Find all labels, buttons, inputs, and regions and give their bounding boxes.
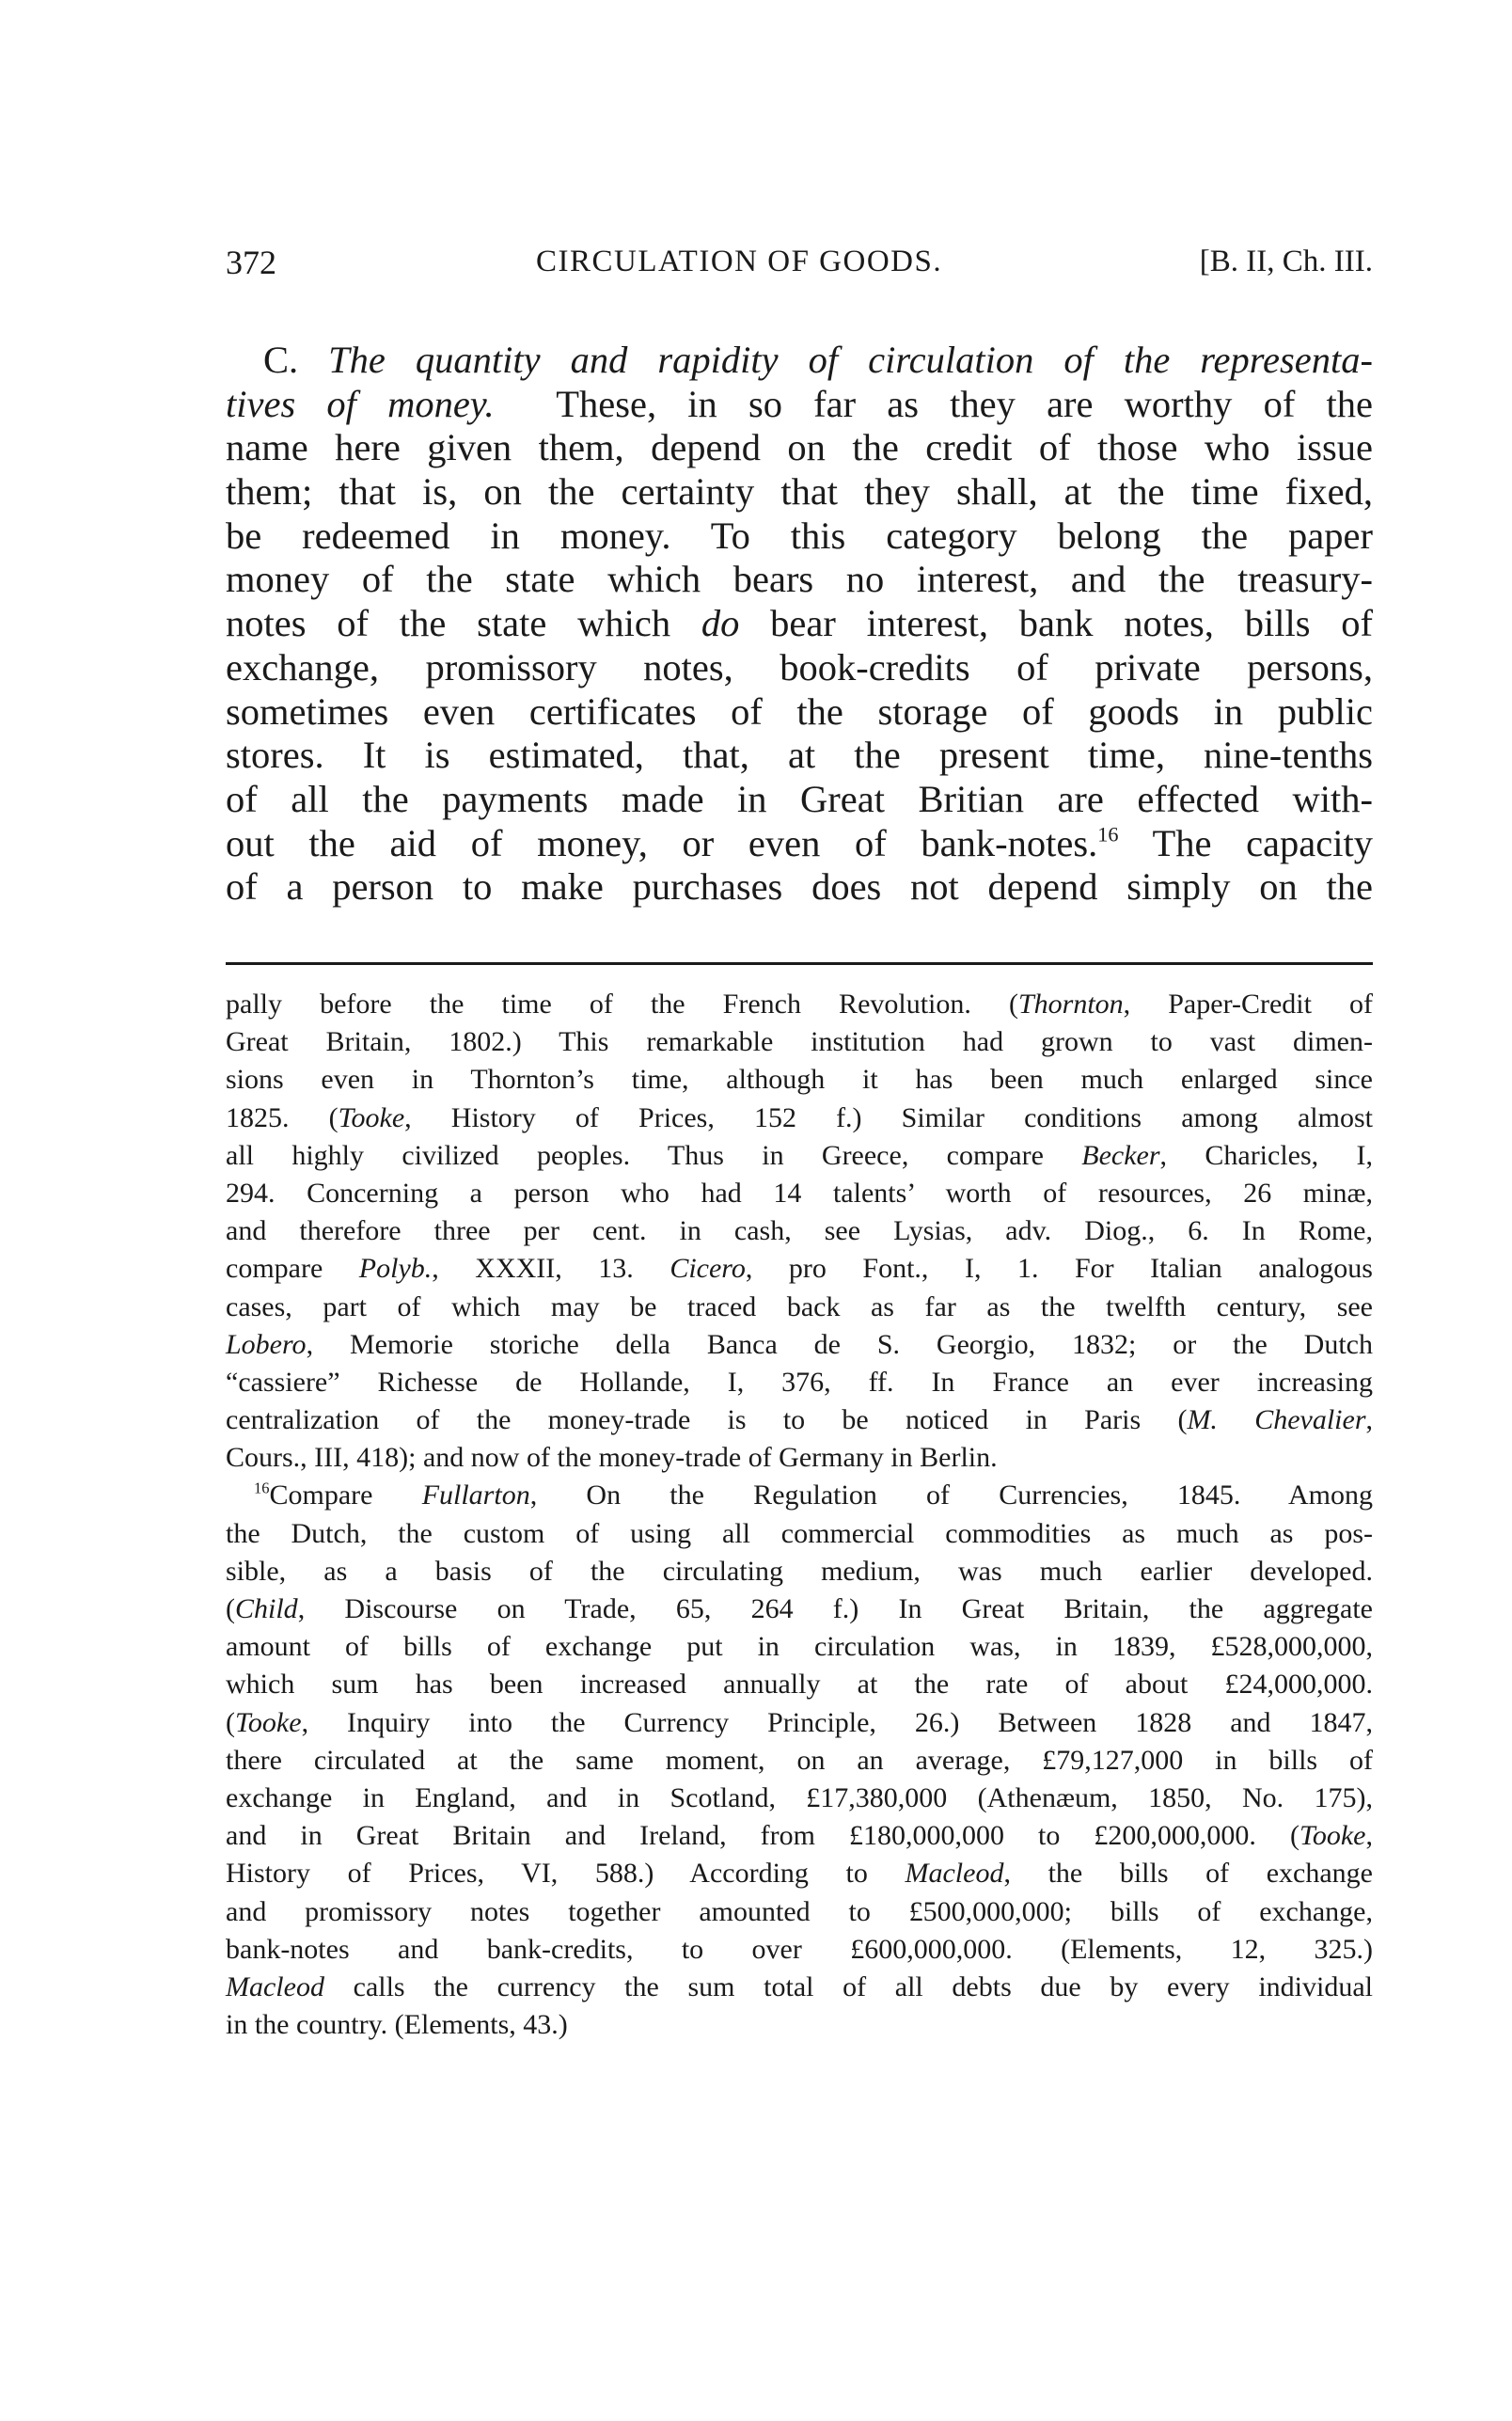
footnote-line <box>226 1893 1373 1931</box>
footnote-text: there circulated at the same moment, on an average, £79,127,000 in bills of <box>226 1744 1373 1776</box>
footnote-text: , Memorie storiche della Banca de S. Georgio, 1832; or the Dutch <box>306 1328 1373 1360</box>
footnote-divider <box>226 962 1373 965</box>
footnote-ref-16[interactable]: 16 <box>1097 821 1119 846</box>
section-reference: [B. II, Ch. III. <box>1199 245 1373 278</box>
text-line: sometimes even certificates of the storage of goods in public <box>226 689 1373 733</box>
cited-author: Cicero <box>669 1253 746 1285</box>
footnote-text: Compare <box>269 1480 422 1511</box>
text-line: them; that is, on the certainty that they shall, at the time fixed, <box>226 470 1373 514</box>
footnote-text: cases, part of which may be traced back as far as the twelfth century, see <box>226 1290 1373 1322</box>
text-line: money of the state which bears no interest, and the treasury- <box>226 558 1373 601</box>
footnote-text: centralization of the money-trade is to be noticed in Paris ( <box>226 1404 1188 1436</box>
footnote-text: and promissory notes together amounted to £500,000,000; bills of exchange, <box>226 1895 1373 1927</box>
footnote-line <box>226 2006 1373 2044</box>
text-line <box>226 822 1373 866</box>
line-text: notes of the state which <box>226 602 671 645</box>
section-title: The quantity and rapidity of circulation of the representa- <box>328 339 1373 381</box>
line-text: out the aid of money, or even of bank-notes. <box>226 821 1098 864</box>
footnote-text: pally before the time of the French Revolution. ( <box>226 989 1018 1020</box>
footnote-text: amount of bills of exchange put in circulation was, in 1839, £528,000,000, <box>226 1631 1373 1663</box>
footnote-text: and in Great Britain and Ireland, from £180,000,000 to £200,000,000. ( <box>226 1820 1299 1852</box>
footnote-continued <box>226 986 1373 1477</box>
footnote-line <box>226 1477 1373 1514</box>
footnote-text: Great Britain, 1802.) This remarkable institution had grown to vast dimen- <box>226 1026 1373 1058</box>
footnote-line <box>226 1704 1373 1742</box>
cited-author: Tooke <box>235 1706 302 1738</box>
footnote-line <box>226 1553 1373 1590</box>
text-line <box>226 602 1373 646</box>
footnote-text: , <box>1365 1404 1373 1436</box>
footnote-line <box>226 1326 1373 1364</box>
footnote-text: , XXXII, 13. <box>432 1253 670 1285</box>
cited-author: Tooke <box>1299 1820 1366 1852</box>
footnote-line <box>226 1289 1373 1326</box>
footnote-text: bank-notes and bank-credits, to over £600,000,000. (Elements, 12, 325.) <box>226 1933 1373 1965</box>
cited-author: Fullarton <box>421 1480 530 1511</box>
footnote-line <box>226 1780 1373 1817</box>
footnote-text: “cassiere” Richesse de Hollande, I, 376, ff. In France an ever increasing <box>226 1366 1373 1398</box>
footnote-text: , Discourse on Trade, 65, 264 f.) In Great Britain, the aggregate <box>297 1593 1373 1624</box>
footnote-text: sible, as a basis of the circulating medium, was much earlier developed. <box>226 1555 1373 1587</box>
footnote-number: 16 <box>254 1479 270 1497</box>
running-header <box>226 243 1373 290</box>
footnote-line <box>226 1666 1373 1703</box>
footnote-text: ( <box>226 1593 235 1624</box>
footnote-line <box>226 1742 1373 1780</box>
footnote-line <box>226 1250 1373 1288</box>
text-line <box>226 383 1373 427</box>
section-label: C. <box>263 339 299 381</box>
cited-author: Macleod <box>905 1858 1004 1890</box>
page-number: 372 <box>226 244 276 281</box>
footnote-text: , Paper-Credit of <box>1123 989 1373 1020</box>
footnote-text: ( <box>226 1706 235 1738</box>
footnote-line <box>226 1364 1373 1401</box>
footnote-text: , the bills of exchange <box>1003 1858 1373 1890</box>
footnote-line <box>226 1817 1373 1855</box>
text-line: exchange, promissory notes, book-credits of private persons, <box>226 645 1373 688</box>
footnote-line <box>226 1100 1373 1137</box>
line-text: These, in so far as they are worthy of the <box>556 382 1373 425</box>
footnote-text: , Charicles, I, <box>1159 1139 1373 1171</box>
text-line: be redeemed in money. To this category belong the paper <box>226 514 1373 557</box>
main-text <box>226 339 1373 910</box>
cited-author: Macleod <box>226 1970 324 2002</box>
footnote-line <box>226 1628 1373 1666</box>
text-line: stores. It is estimated, that, at the present time, nine-tenths <box>226 734 1373 777</box>
footnote-16 <box>226 1477 1373 2044</box>
footnote-text: the Dutch, the custom of using all commercial commodities as much as pos- <box>226 1517 1373 1549</box>
footnote-text: , Inquiry into the Currency Principle, 26.) Between 1828 and 1847, <box>301 1706 1373 1738</box>
cited-author: Lobero <box>226 1328 307 1360</box>
cited-author: Tooke <box>338 1101 405 1133</box>
cited-author: Becker <box>1081 1139 1160 1171</box>
footnote-text: History of Prices, VI, 588.) According to <box>226 1858 906 1890</box>
text-line: of a person to make purchases does not depend simply on the <box>226 865 1373 909</box>
cited-author: Polyb. <box>358 1253 433 1285</box>
footnote-line <box>226 1061 1373 1099</box>
footnote-line <box>226 1137 1373 1175</box>
footnote-line <box>226 1590 1373 1628</box>
cited-author: Child <box>235 1593 298 1624</box>
cited-author: Thornton <box>1017 989 1124 1020</box>
footnote-text: which sum has been increased annually at the rate of about £24,000,000. <box>226 1669 1373 1701</box>
footnote-line <box>226 1439 1373 1477</box>
footnote-line <box>226 1515 1373 1553</box>
footnote-text: exchange in England, and in Scotland, £17,380,000 (Athenæum, 1850, No. 175), <box>226 1781 1373 1813</box>
footnote-text: , <box>1365 1820 1373 1852</box>
footnotes <box>226 986 1373 2044</box>
footnote-line <box>226 1401 1373 1439</box>
footnote-text: 294. Concerning a person who had 14 talents’ worth of resources, 26 minæ, <box>226 1177 1373 1209</box>
footnote-text: in the country. (Elements, 43.) <box>226 2009 568 2041</box>
footnote-text: Cours., III, 418); and now of the money-trade of Germany in Berlin. <box>226 1442 998 1474</box>
footnote-text: and therefore three per cent. in cash, see Lysias, adv. Diog., 6. In Rome, <box>226 1215 1373 1247</box>
text-line <box>226 339 1373 383</box>
emphasis: do <box>701 602 740 645</box>
footnote-line <box>226 1023 1373 1061</box>
text-line: of all the payments made in Great Britian are effected with- <box>226 777 1373 820</box>
footnote-line <box>226 1175 1373 1212</box>
text-line: name here given them, depend on the credit of those who issue <box>226 426 1373 469</box>
footnote-line <box>226 1212 1373 1250</box>
line-text: bear interest, bank notes, bills of <box>770 602 1373 645</box>
line-text: The capacity <box>1152 821 1373 864</box>
footnote-line <box>226 1969 1373 2006</box>
cited-author: M. Chevalier <box>1187 1404 1366 1436</box>
footnote-text: , On the Regulation of Currencies, 1845. Among <box>529 1480 1373 1511</box>
footnote-text: all highly civilized peoples. Thus in Greece, compare <box>226 1139 1082 1171</box>
footnote-text: , pro Font., I, 1. For Italian analogous <box>745 1253 1373 1285</box>
footnote-text: 1825. ( <box>226 1101 339 1133</box>
footnote-line <box>226 986 1373 1023</box>
footnote-text: , History of Prices, 152 f.) Similar conditions among almost <box>404 1101 1373 1133</box>
footnote-text: compare <box>226 1253 359 1285</box>
footnote-text: calls the currency the sum total of all debts due by every individual <box>323 1970 1373 2002</box>
section-title-cont: tives of money. <box>226 382 495 425</box>
footnote-text: sions even in Thornton’s time, although it has been much enlarged since <box>226 1064 1373 1096</box>
footnote-line <box>226 1855 1373 1892</box>
running-title: CIRCULATION OF GOODS. <box>536 245 943 278</box>
footnote-line <box>226 1931 1373 1969</box>
